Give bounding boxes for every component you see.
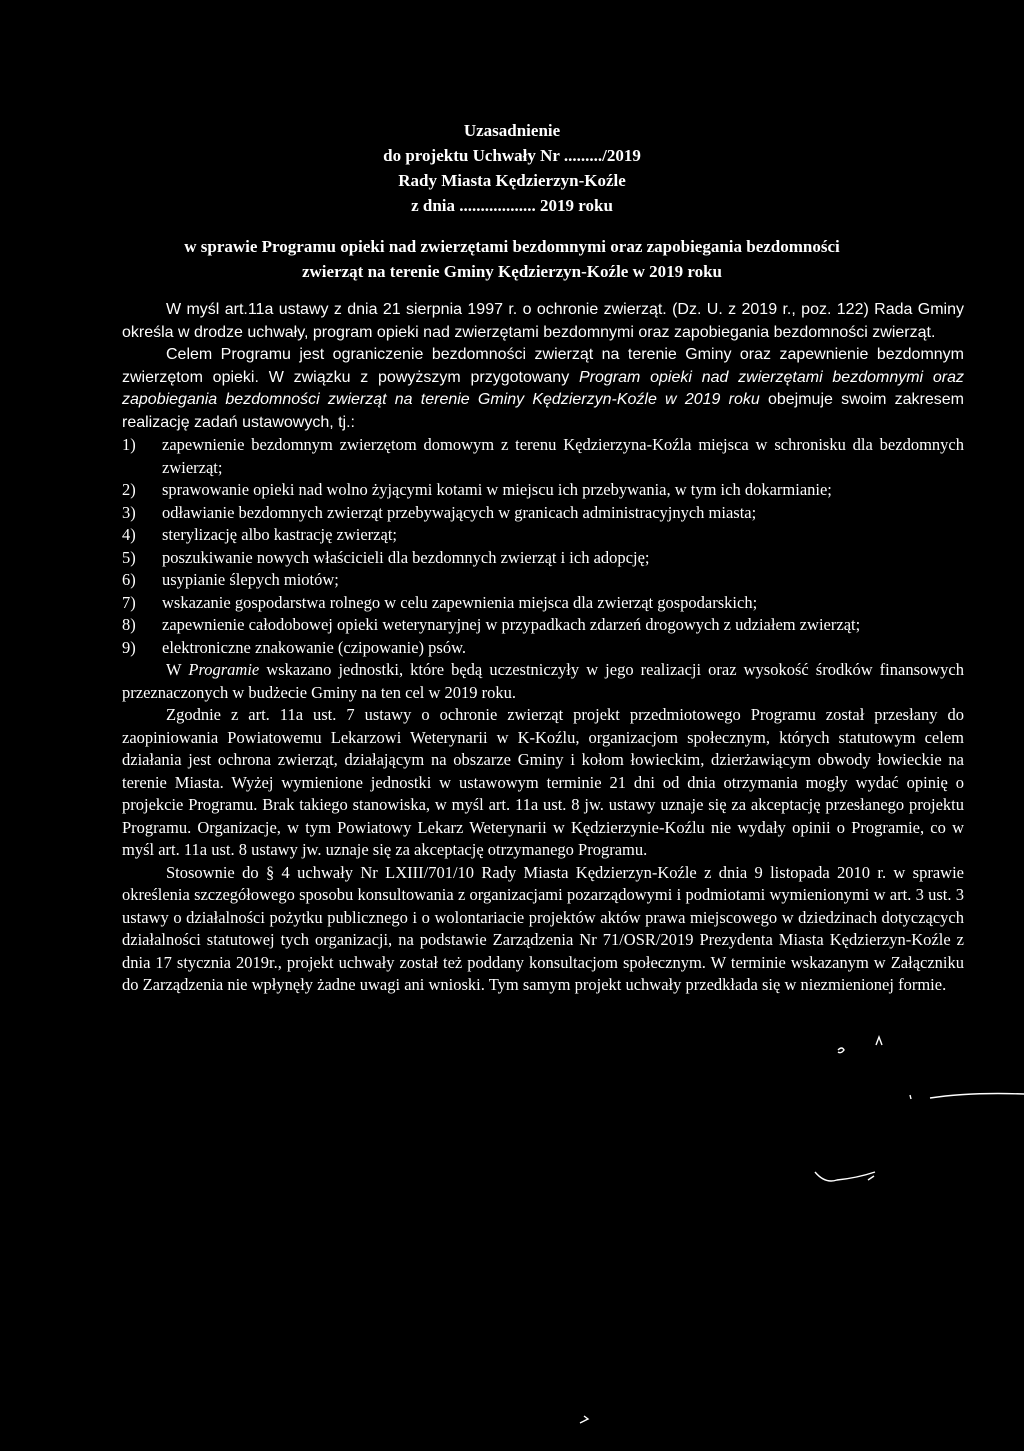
- list-item: [122, 502, 964, 525]
- paragraph-program-goal-intro: Celem Programu jest ograniczenie bezdomności zwierząt na terenie Gminy oraz zapewnienie bezdomnym zwierzętom opieki. W związku z powyższym przygotowany: [122, 346, 964, 386]
- list-item: [122, 547, 964, 570]
- list-item-text: wskazanie gospodarstwa rolnego w celu zapewnienia miejsca dla zwierząt gospodarskich;: [162, 592, 758, 612]
- list-item-text: sprawowanie opieki nad wolno żyjącymi kotami w miejscu ich przebywania, w tym ich dokarmianie;: [162, 480, 832, 499]
- list-item-number: 5): [122, 547, 136, 567]
- list-item: [122, 569, 964, 592]
- paragraph-legal-basis: W myśl art.11a ustawy z dnia 21 sierpnia 1997 r. o ochronie zwierząt. (Dz. U. z 2019 r., poz. 122) Rada Gminy określa w drodze uchwały, program opieki nad zwierzętami bezdomnymi oraz zapobiegania bezdomności zwierząt.: [122, 301, 964, 341]
- list-item-text: elektroniczne znakowanie (czipowanie) psów.: [162, 637, 467, 657]
- list-item-number: 2): [122, 480, 136, 499]
- heading-title: Uzasadnienie: [463, 121, 561, 140]
- document-subject: [0, 234, 1024, 284]
- paragraph-consultation-public: Stosownie do § 4 uchwały Nr LXIII/701/10 Rady Miasta Kędzierzyn-Koźle z dnia 9 listopada 2010 r. w sprawie określenia szczegółowego sposobu konsultowania z organizacjami pozarządowymi i podmiotami wymienionymi w art. 3 ust. 3 ustawy o działalności pożytku publicznego i o wolontariacie projektów aktów prawa miejscowego w dziedzinach dotyczących działalności statutowej tych organizacji, na podstawie Zarządzenia Nr 71/OSR/2019 Prezydenta Miasta Kędzierzyn-Koźle z dnia 17 stycznia 2019r., projekt uchwały został też poddany konsultacjom społecznym. W terminie wskazanym w Załączniku do Zarządzenia nie wpłynęły żadne uwagi ani wnioski. Tym samym projekt uchwały przedkłada się w niezmienionej formie.: [122, 862, 964, 994]
- heading-date: z dnia .................. 2019 roku: [411, 196, 613, 215]
- paragraph-program-goal: [122, 344, 964, 434]
- paragraph-program-units-rest: wskazano jednostki, które będą uczestniczyły w jego realizacji oraz wysokość środków finansowych przeznaczonych w budżecie Gminy na ten cel w 2019 roku.: [122, 660, 964, 702]
- paragraph-program-units: [122, 659, 964, 704]
- list-item: [122, 479, 964, 502]
- list-item-text: zapewnienie całodobowej opieki weterynaryjnej w przypadkach zdarzeń drogowych z udziałem zwierząt;: [162, 615, 861, 634]
- list-item-number: 1): [122, 435, 136, 454]
- list-item-number: 4): [122, 525, 136, 544]
- subject-line-1: w sprawie Programu opieki nad zwierzętami bezdomnymi oraz zapobiegania bezdomności: [184, 237, 840, 256]
- list-item-text: zapewnienie bezdomnym zwierzętom domowym z terenu Kędzierzyna-Koźla miejsca w schronisku dla bezdomnych zwierząt;: [162, 435, 964, 477]
- program-title-italic: Program opieki nad zwierzętami bezdomnymi oraz zapobiegania bezdomności zwierząt na terenie Gminy Kędzierzyn-Koźle w 2019 roku: [122, 368, 964, 408]
- list-item: [122, 637, 964, 660]
- list-item: [122, 434, 964, 479]
- signature-scribble: [580, 1037, 1024, 1423]
- subject-line-2: zwierząt na terenie Gminy Kędzierzyn-Koźle w 2019 roku: [301, 262, 723, 281]
- programie-italic: Programie: [188, 660, 260, 679]
- document-heading: [0, 118, 1024, 218]
- list-item: [122, 614, 964, 637]
- list-item-text: sterylizację albo kastrację zwierząt;: [162, 525, 397, 544]
- document-body: [122, 299, 964, 997]
- paragraph-program-goal-rest: obejmuje swoim zakresem realizację zadań ustawowych, tj.:: [122, 391, 965, 431]
- list-item-number: 3): [122, 502, 136, 522]
- heading-council: Rady Miasta Kędzierzyn-Koźle: [398, 171, 626, 190]
- list-item-text: odławianie bezdomnych zwierząt przebywających w granicach administracyjnych miasta;: [162, 502, 757, 522]
- serif-section: [122, 434, 964, 997]
- paragraph-consultation-vet: Zgodnie z art. 11a ust. 7 ustawy o ochronie zwierząt projekt przedmiotowego Programu został przesłany do zaopiniowania Powiatowemu Lekarzowi Weterynarii w K-Koźlu, organizacjom społecznym, których statutowym celem działania jest ochrona zwierząt, działającym na obszarze Gminy i kołom łowieckim, dzierżawiącym obwody łowieckie na terenie Miasta. Wyżej wymienione jednostki w ustawowym terminie 21 dni od dnia otrzymania mogły wydać opinię o projekcie Programu. Brak takiego stanowiska, w myśl art. 11a ust. 8 jw. ustawy uznaje się za akceptację przesłanego projektu Programu. Organizacje, w tym Powiatowy Lekarz Weterynarii w Kędzierzynie-Koźlu nie wydały opinii o Programie, co w myśl art. 11a ust. 8 ustawy jw. uznaje się za akceptację otrzymanego Programu.: [122, 705, 964, 859]
- heading-resolution-number: do projektu Uchwały Nr ........./2019: [383, 146, 641, 165]
- task-list: [122, 434, 964, 659]
- list-item: [122, 524, 964, 547]
- list-item-number: 8): [122, 615, 136, 634]
- list-item-number: 7): [122, 592, 136, 612]
- list-item-number: 6): [122, 570, 136, 589]
- paragraph-program-units-pre: W: [166, 660, 189, 679]
- list-item-text: poszukiwanie nowych właścicieli dla bezdomnych zwierząt i ich adopcję;: [162, 547, 650, 567]
- list-item-number: 9): [122, 637, 136, 657]
- list-item-text: usypianie ślepych miotów;: [162, 570, 339, 589]
- list-item: [122, 592, 964, 615]
